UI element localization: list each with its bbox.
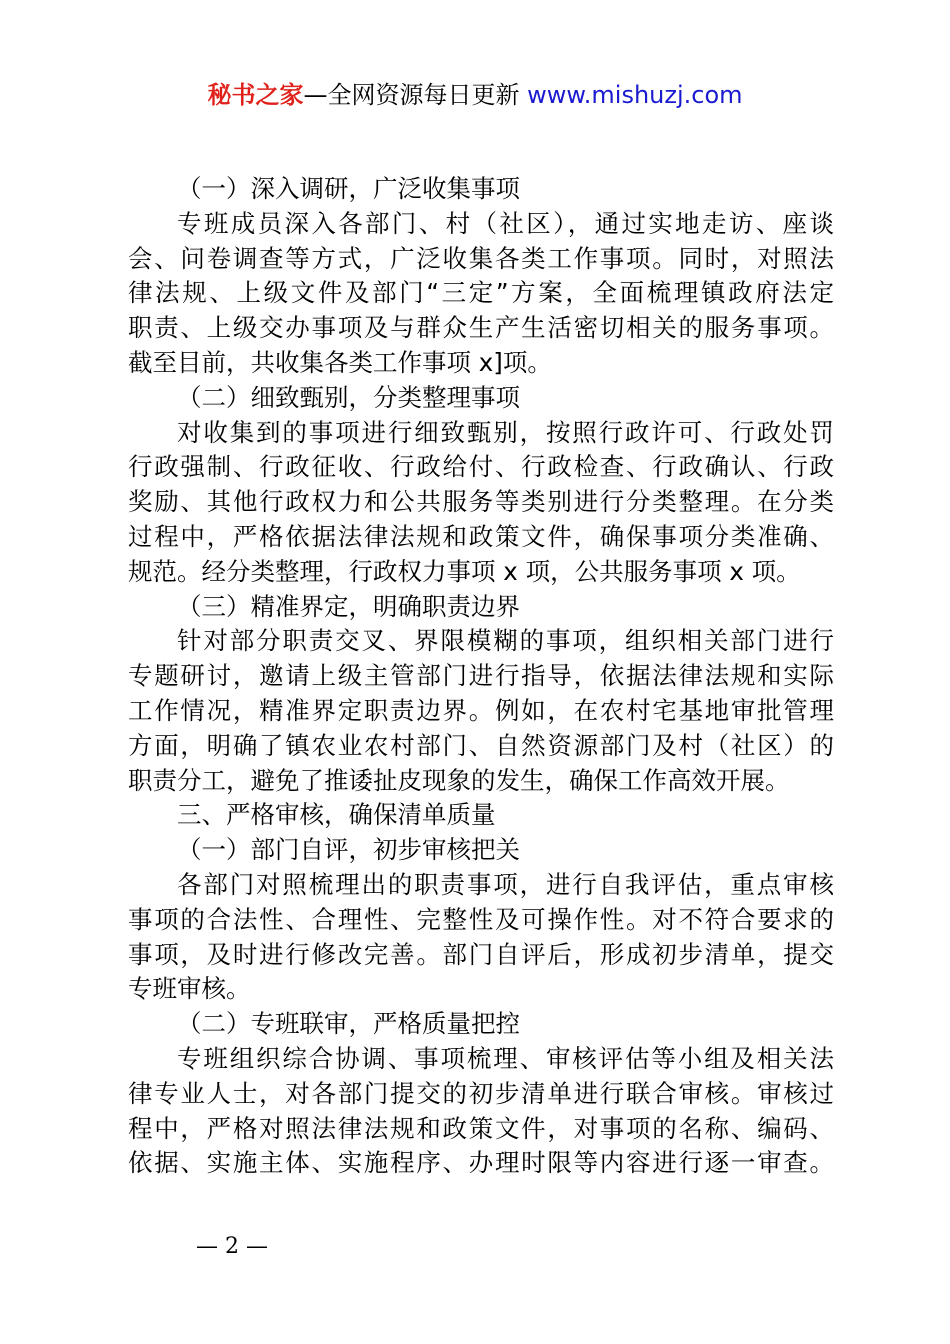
section-heading: （一）深入调研，广泛收集事项 <box>177 174 520 203</box>
paragraph-line: 职责、上级交办事项及与群众生产生活密切相关的服务事项。 <box>128 313 834 343</box>
header-site-link[interactable]: www.mishuzj.com <box>527 81 743 109</box>
paragraph-line: 过程中，严格依据法律法规和政策文件，确保事项分类准确、 <box>128 521 834 551</box>
page-number: — 2 — <box>196 1234 268 1259</box>
section-heading: 三、严格审核，确保清单质量 <box>177 800 496 830</box>
paragraph-line: 依据、实施主体、实施程序、办理时限等内容进行逐一审查。 <box>128 1148 834 1178</box>
section-heading: （三）精准界定，明确职责边界 <box>177 591 520 621</box>
paragraph-line: 行政强制、行政征收、行政给付、行政检查、行政确认、行政 <box>128 452 834 482</box>
paragraph-line: 工作情况，精准界定职责边界。例如，在农村宅基地审批管理 <box>128 695 834 725</box>
section-heading: （二）专班联审，严格质量把控 <box>177 1009 520 1039</box>
paragraph-line: 各部门对照梳理出的职责事项，进行自我评估，重点审核 <box>177 869 834 899</box>
paragraph-line: 专题研讨，邀请上级主管部门进行指导，依据法律法规和实际 <box>128 661 834 691</box>
document-body <box>128 172 834 1181</box>
paragraph-line: 规范。经分类整理，行政权力事项 x 项，公共服务事项 x 项。 <box>128 556 801 586</box>
paragraph-line: 专班组织综合协调、事项梳理、审核评估等小组及相关法 <box>177 1043 834 1073</box>
paragraph-line: 奖励、其他行政权力和公共服务等类别进行分类整理。在分类 <box>128 487 834 517</box>
paragraph-line: 截至目前，共收集各类工作事项 x]项。 <box>128 347 552 377</box>
paragraph-line: 针对部分职责交叉、界限模糊的事项，组织相关部门进行 <box>177 626 834 656</box>
paragraph-line: 对收集到的事项进行细致甄别，按照行政许可、行政处罚 <box>177 417 834 447</box>
header-brand: 秘书之家 <box>207 81 304 109</box>
paragraph-line: 事项，及时进行修改完善。部门自评后，形成初步清单，提交 <box>128 939 834 969</box>
section-heading: （二）细致甄别，分类整理事项 <box>177 382 520 412</box>
paragraph-line: 律专业人士，对各部门提交的初步清单进行联合审核。审核过 <box>128 1078 834 1108</box>
paragraph-line: 专班审核。 <box>128 974 251 1004</box>
paragraph-line: 律法规、上级文件及部门“三定”方案，全面梳理镇政府法定 <box>128 278 834 308</box>
paragraph-line: 事项的合法性、合理性、完整性及可操作性。对不符合要求的 <box>128 904 834 934</box>
paragraph-line: 专班成员深入各部门、村（社区），通过实地走访、座谈 <box>177 208 834 238</box>
paragraph-line: 方面，明确了镇农业农村部门、自然资源部门及村（社区）的 <box>128 730 834 760</box>
paragraph-line: 职责分工，避免了推诿扯皮现象的发生，确保工作高效开展。 <box>128 765 790 795</box>
section-heading: （一）部门自评，初步审核把关 <box>177 835 520 865</box>
header-tagline: —全网资源每日更新 <box>303 81 528 109</box>
page-header <box>0 78 950 112</box>
paragraph-line: 程中，严格对照法律法规和政策文件，对事项的名称、编码、 <box>128 1113 834 1143</box>
paragraph-line: 会、问卷调查等方式，广泛收集各类工作事项。同时，对照法 <box>128 243 834 273</box>
